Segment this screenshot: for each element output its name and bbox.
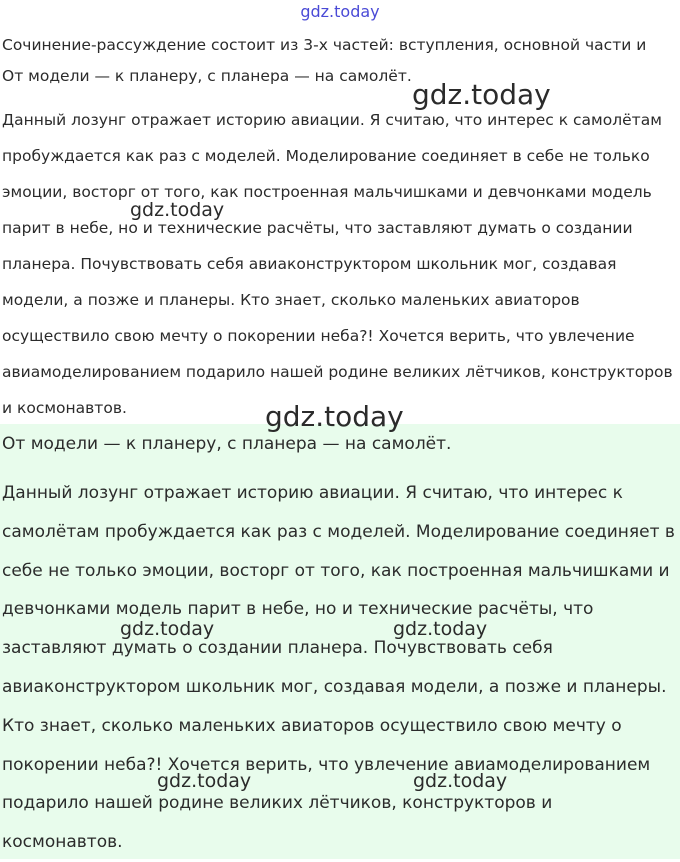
intro-section xyxy=(2,34,678,426)
watermark-overlay: gdz.today xyxy=(120,618,215,640)
answer-section xyxy=(0,424,680,859)
watermark-overlay: gdz.today xyxy=(265,400,404,433)
top-watermark: gdz.today xyxy=(300,2,380,21)
intro-header xyxy=(2,34,678,88)
watermark-overlay: gdz.today xyxy=(393,618,488,640)
watermark-overlay: gdz.today xyxy=(413,770,508,792)
intro-paragraph: Данный лозунг отражает историю авиации. Я считаю, что интерес к самолётам пробуждается как раз с моделей. Моделирование соединяет в себе не только эмоции, восторг от того, как построенная мальчишками и девчонками модель парит в небе, но и технические расчёты, что заставляют думать о создании планера. Почувствовать себя авиаконструктором школьник мог, создавая модели, а позже и планеры. Кто знает, сколько маленьких авиаторов осуществило свою мечту о покорении неба?! Хочется верить, что увлечение авиамоделированием подарило нашей родине великих лётчиков, конструкторов и космонавтов. xyxy=(2,111,673,417)
answer-title: От модели — к планеру, с планера — на самолёт. xyxy=(2,434,452,454)
watermark-overlay: gdz.today xyxy=(412,78,551,111)
answer-content xyxy=(2,430,678,862)
watermark-overlay: gdz.today xyxy=(157,770,252,792)
watermark-overlay: gdz.today xyxy=(130,199,225,221)
intro-line-1: Сочинение-рассуждение состоит из 3-х частей: вступления, основной части и xyxy=(2,36,647,54)
intro-line-2: От модели — к планеру, с планера — на самолёт. xyxy=(2,67,412,85)
answer-paragraph: Данный лозунг отражает историю авиации. Я считаю, что интерес к самолётам пробуждается как раз с моделей. Моделирование соединяет в себе не только эмоции, восторг от того, как построенная мальчишками и девчонками модель парит в небе, но и технические расчёты, что заставляют думать о создании планера. Почувствовать себя авиаконструктором школьник мог, создавая модели, а позже и планеры. Кто знает, сколько маленьких авиаторов осуществило свою мечту о покорении неба?! Хочется верить, что увлечение авиамоделированием подарило нашей родине великих лётчиков, конструкторов и космонавтов. xyxy=(2,483,675,853)
